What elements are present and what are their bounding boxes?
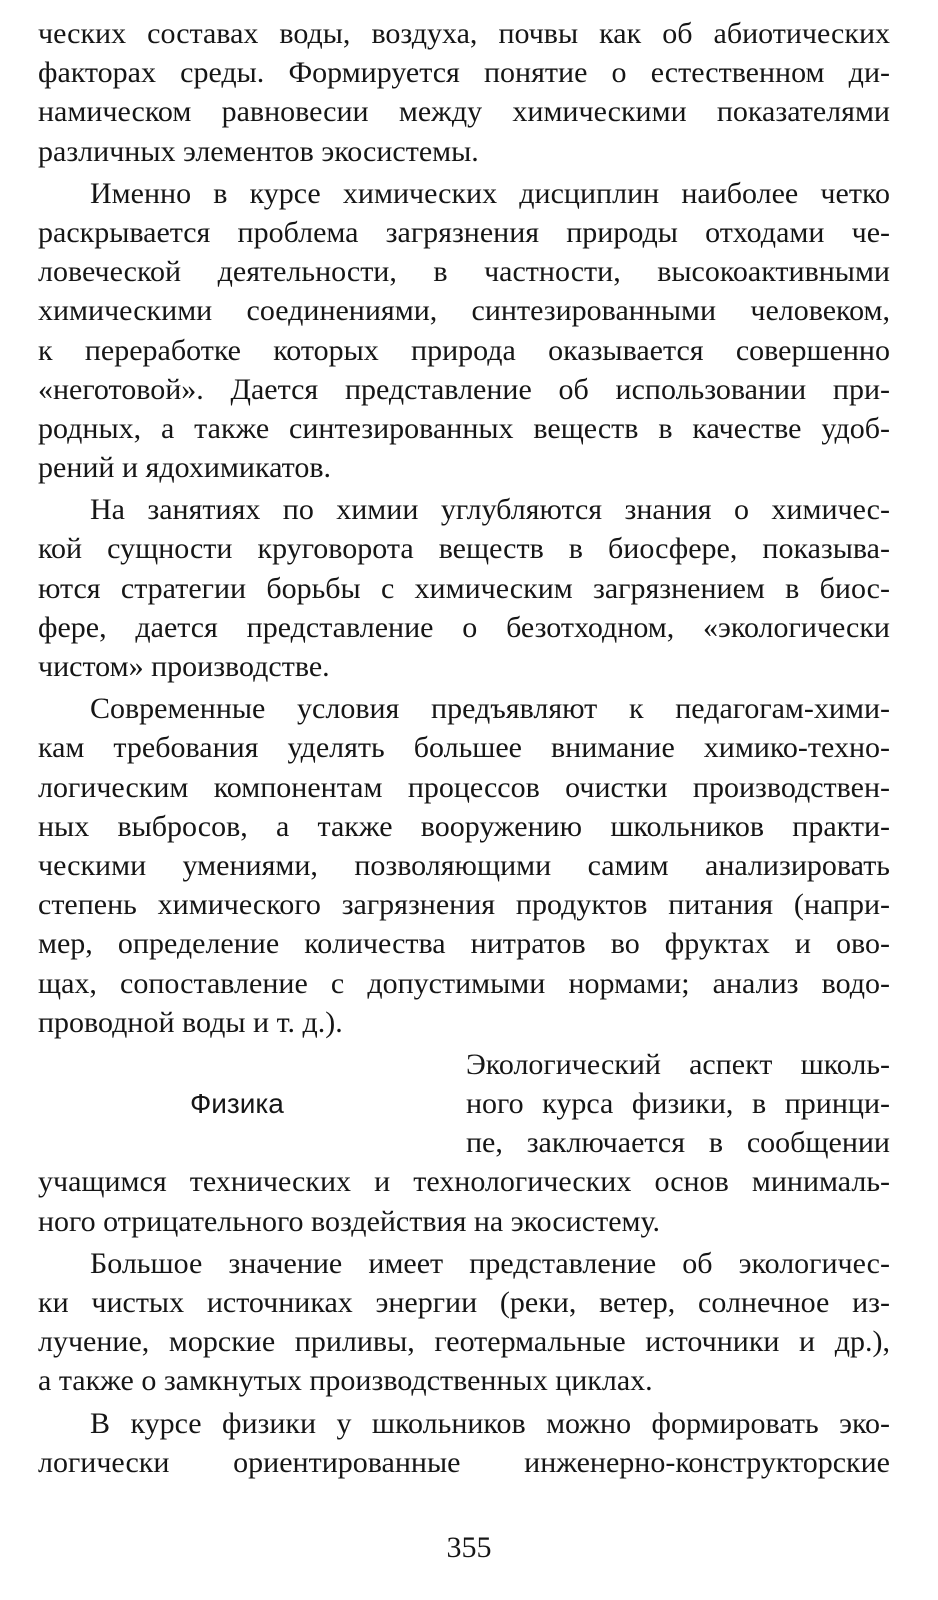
text-line: ловеческой деятельности, в частности, высокоактивными	[38, 255, 890, 289]
text-line: Современные условия предъявляют к педагогам-хими-	[90, 692, 890, 726]
text-line: факторах среды. Формируется понятие о естественном ди-	[38, 56, 890, 90]
text-line: Большое значение имеет представление об экологичес-	[90, 1246, 890, 1280]
text-line: учащимся технических и технологических основ минималь-	[38, 1165, 890, 1199]
section-heading: Физика	[190, 1088, 284, 1120]
text-line: чистом» производстве.	[38, 650, 330, 683]
text-line: кой сущности круговорота веществ в биосфере, показыва-	[38, 532, 890, 566]
text-line: ного курса физики, в принци-	[466, 1087, 890, 1121]
text-line: ческими умениями, позволяющими самим анализировать	[38, 848, 890, 882]
text-line: намическом равновесии между химическими показателями	[38, 95, 890, 129]
text-line: На занятиях по химии углубляются знания о химичес-	[90, 493, 890, 527]
text-line: мер, определение количества нитратов во фруктах и ово-	[38, 927, 890, 961]
text-line: Экологический аспект школь-	[466, 1047, 890, 1081]
text-line: фере, дается представление о безотходном, «экологически	[38, 610, 890, 644]
section-continuation	[38, 1162, 890, 1240]
text-line: различных элементов экосистемы.	[38, 134, 479, 168]
section-physics	[38, 1045, 890, 1163]
text-line: химическими соединениями, синтезированными человеком,	[38, 294, 890, 328]
text-line: В курсе физики у школьников можно формировать эко-	[90, 1406, 890, 1440]
section-side-text	[466, 1045, 890, 1163]
text-line: ных выбросов, а также вооружению школьников практи-	[38, 809, 890, 843]
paragraph-1	[38, 14, 890, 171]
text-line: логически ориентированные инженерно-конструкторские	[38, 1445, 890, 1479]
paragraph-6	[38, 1244, 890, 1401]
page-body	[38, 14, 890, 1482]
text-line: ются стратегии борьбы с химическим загрязнением в биос-	[38, 571, 890, 605]
text-line: ного отрицательного воздействия на экосистему.	[38, 1204, 661, 1238]
text-line: щах, сопоставление с допустимыми нормами; анализ водо-	[38, 966, 890, 1000]
text-line: а также о замкнутых производственных циклах.	[38, 1364, 653, 1398]
paragraph-7	[38, 1404, 890, 1482]
paragraph-3	[38, 490, 890, 686]
text-line: пе, заключается в сообщении	[466, 1126, 890, 1160]
text-line: родных, а также синтезированных веществ в качестве удоб-	[38, 411, 890, 445]
text-line: к переработке которых природа оказывается совершенно	[38, 333, 890, 367]
text-line: степень химического загрязнения продуктов питания (напри-	[38, 888, 890, 922]
text-line: проводной воды и т. д.).	[38, 1005, 343, 1039]
page-number: 355	[446, 1531, 492, 1564]
text-line: ческих составах воды, воздуха, почвы как об абиотических	[38, 17, 890, 50]
text-line: раскрывается проблема загрязнения природы отходами че-	[38, 215, 890, 249]
paragraph-4	[38, 689, 890, 1042]
text-line: рений и ядохимикатов.	[38, 451, 331, 485]
paragraph-2	[38, 174, 890, 488]
text-line: кам требования уделять большее внимание химико-техно-	[38, 731, 890, 765]
text-line: ки чистых источниках энергии (реки, ветер, солнечное из-	[38, 1286, 890, 1320]
text-line: «неготовой». Дается представление об использовании при-	[38, 372, 890, 406]
text-line: Именно в курсе химических дисциплин наиболее четко	[90, 176, 890, 210]
text-line: логическим компонентам процессов очистки производствен-	[38, 770, 890, 804]
text-line: лучение, морские приливы, геотермальные источники и др.),	[38, 1325, 890, 1359]
